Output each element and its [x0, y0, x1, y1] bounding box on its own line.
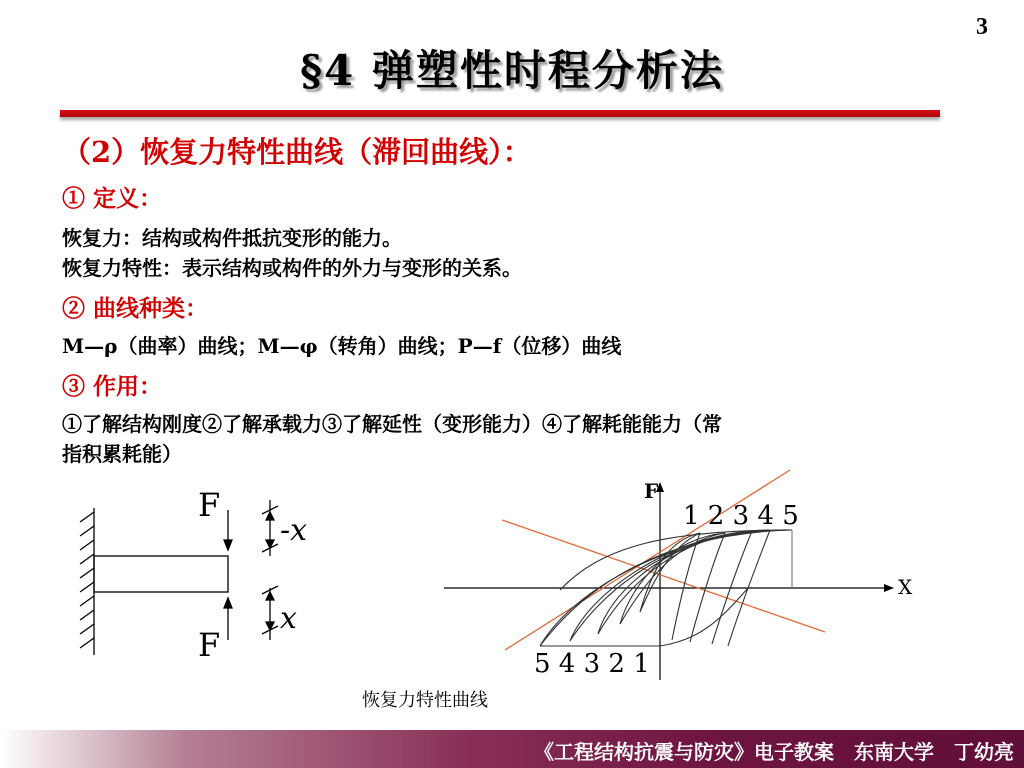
section-heading-curve-types: ② 曲线种类：	[62, 295, 209, 322]
displacement-label-top: -x	[280, 513, 308, 548]
cantilever-figure	[80, 500, 278, 655]
force-label-bottom: F	[198, 626, 221, 664]
displacement-marker-top	[262, 500, 278, 556]
curve-types-line: M—ρ（曲率）曲线；M—φ（转角）曲线；P—f（位移）曲线	[62, 334, 622, 358]
bottom-cycle-labels: 5 4 3 2 1	[534, 649, 650, 679]
figure-caption: 恢复力特性曲线	[362, 690, 488, 711]
definition-line-2: 恢复力特性：表示结构或构件的外力与变形的关系。	[62, 256, 522, 280]
purpose-line-1: ①了解结构刚度②了解承载力③了解延性（变形能力）④了解耗能能力（常	[62, 412, 722, 436]
cantilever-beam	[94, 556, 228, 592]
top-cycle-labels: 1 2 3 4 5	[683, 501, 799, 531]
hysteresis-figure	[444, 470, 894, 680]
footer-bar	[0, 730, 1024, 768]
displacement-label-bottom: x	[280, 601, 297, 636]
definition-line-1: 恢复力：结构或构件抵抗变形的能力。	[62, 226, 402, 250]
y-axis-label: F	[644, 479, 659, 503]
slide-title: §4 弹塑性时程分析法	[300, 46, 724, 95]
loop-3	[598, 531, 752, 634]
displacement-marker-bottom	[262, 586, 278, 640]
x-axis-label: X	[898, 575, 913, 599]
unloading-stiffness-line	[502, 520, 825, 632]
page-number: 3	[976, 14, 988, 40]
footer-text: 《工程结构抗震与防灾》电子教案 东南大学 丁幼亮	[534, 740, 1014, 764]
purpose-line-2: 指积累耗能）	[62, 442, 182, 466]
force-label-top: F	[198, 486, 221, 524]
section-heading-purpose: ③ 作用：	[62, 373, 163, 400]
loop-4	[570, 530, 770, 641]
subheading: （2）恢复力特性曲线（滞回曲线）：	[62, 135, 532, 169]
wall-hatching	[80, 512, 94, 648]
section-heading-definition: ① 定义：	[62, 185, 163, 212]
